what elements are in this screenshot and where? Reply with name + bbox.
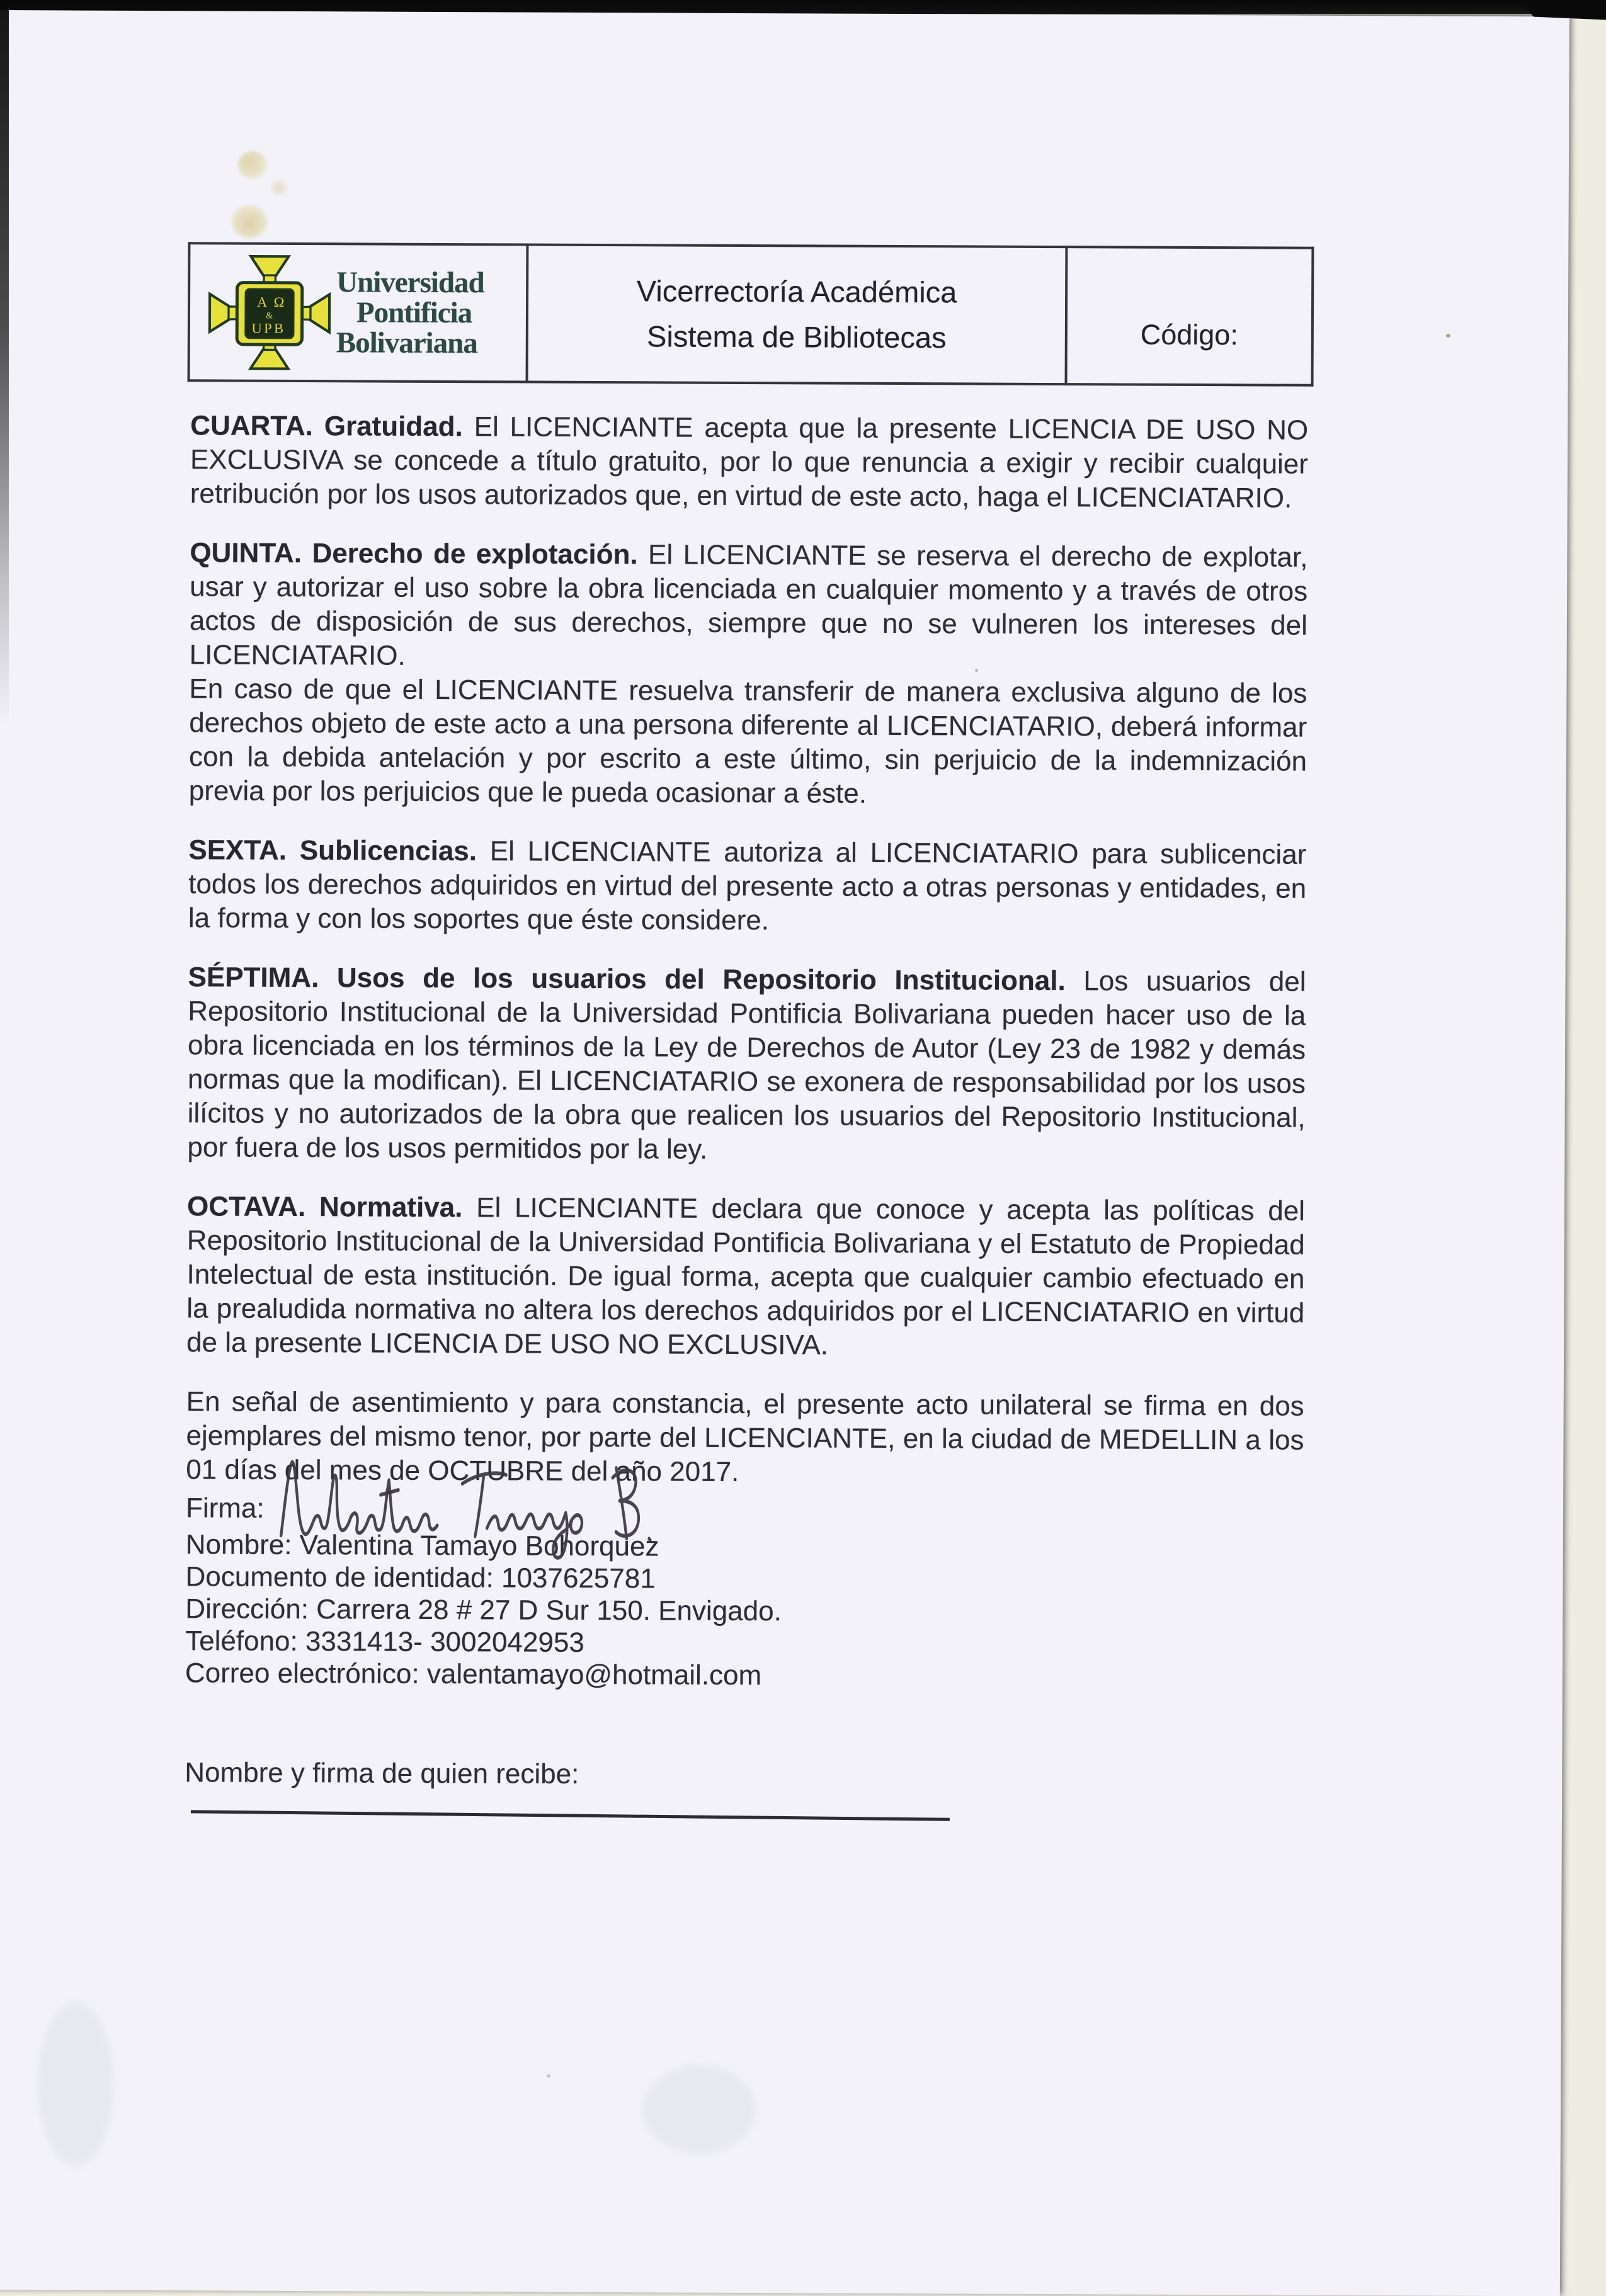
clause-octava-text: El LICENCIANTE declara que conoce y acepta las políticas del Repositorio Institucional de la Universidad Pontificia Bolivariana y el Estatuto de Propiedad Intelectual de esta institución. De igual forma, acepta que cualquier cambio efectuado en la prealudida normativa no altera los derechos adquiridos por el LICENCIATARIO en virtud de la presente LICENCIA DE USO NO EXCLUSIVA.	[186, 1192, 1306, 1361]
correo-value: valentamayo@hotmail.com	[426, 1658, 762, 1691]
direccion-value: Carrera 28 # 27 D Sur 150. Envigado.	[316, 1594, 782, 1627]
correo-label: Correo electrónico:	[185, 1657, 419, 1690]
clause-septima	[187, 960, 1306, 1169]
clause-quinta-cont	[189, 672, 1307, 812]
nombre-label: Nombre:	[185, 1529, 292, 1561]
direccion-line	[185, 1593, 1303, 1629]
receiver-line	[185, 1757, 1302, 1824]
header-table	[188, 242, 1314, 386]
clause-cuarta	[190, 409, 1309, 515]
clause-cuarta-text: El LICENCIANTE acepta que la presente LICENCIA DE USO NO EXCLUSIVA se concede a título gratuito, por lo que renuncia a exigir y recibir cualquier retribución por los usos autorizados que, en virtud de este acto, haga el LICENCIATARIO.	[190, 411, 1309, 514]
telefono-value: 3331413- 3002042953	[305, 1626, 584, 1658]
clause-sexta-text: El LICENCIANTE autoriza al LICENCIATARIO para sublicenciar todos los derechos adquiridos en virtud del presente acto a otras personas y entidades, en la forma y con los soportes que éste considere.	[188, 836, 1307, 936]
clause-septima-lead: SÉPTIMA. Usos de los usuarios del Repositorio Institucional.	[188, 962, 1066, 997]
scanned-paper-sheet	[0, 10, 1569, 2296]
header-cell-logo	[189, 243, 528, 382]
crest-initials: UPB	[251, 320, 286, 336]
clause-quinta	[190, 536, 1308, 676]
documento-value: 1037625781	[501, 1562, 656, 1594]
upb-crest-icon	[207, 247, 333, 377]
university-name-line2: Pontificia	[356, 296, 472, 330]
code-label: Código:	[1140, 318, 1239, 351]
correo-line	[185, 1657, 1303, 1693]
scanner-left-edge-shadow	[0, 0, 9, 724]
clause-quinta-lead: QUINTA. Derecho de explotación.	[190, 537, 638, 571]
telefono-label: Teléfono:	[185, 1625, 298, 1657]
documento-line	[185, 1560, 1303, 1597]
receiver-signature-blank	[191, 1804, 950, 1821]
document-content	[185, 242, 1309, 1824]
clause-sexta	[188, 833, 1307, 940]
telefono-line	[185, 1625, 1303, 1661]
university-name-line3: Bolivariana	[336, 326, 477, 360]
clause-octava	[186, 1190, 1305, 1364]
signature-block	[185, 1492, 1304, 1693]
crest-alpha: A	[257, 293, 268, 310]
closing-paragraph: En señal de asentimiento y para constancia, el presente acto unilateral se firma en dos ejemplares del mismo tenor, por parte del LICENCIANTE, en la ciudad de MEDELLIN a los 01 días del mes de OCTUBRE del año 2017.	[186, 1386, 1304, 1487]
university-name-line1: Universidad	[336, 266, 484, 300]
university-name	[336, 267, 484, 358]
header-cell-division	[527, 245, 1067, 385]
documento-label: Documento de identidad:	[185, 1561, 494, 1594]
clause-quinta-text: El LICENCIANTE se reserva el derecho de explotar, usar y autorizar el uso sobre la obra licenciada en cualquier momento y a través de otros actos de disposición de sus derechos, siempre que no se vulneren los intereses del LICENCIATARIO.	[189, 539, 1308, 671]
direccion-label: Dirección:	[185, 1593, 309, 1625]
clause-cuarta-lead: CUARTA. Gratuidad.	[190, 410, 463, 443]
clause-octava-lead: OCTAVA. Normativa.	[186, 1191, 463, 1224]
crest-omega: Ω	[273, 293, 285, 310]
receiver-label: Nombre y firma de quien recibe:	[185, 1757, 579, 1790]
clause-septima-text: Los usuarios del Repositorio Institucional de la Universidad Pontificia Bolivariana pueden hacer uso de la obra licenciada en los términos de la Ley de Derechos de Autor (Ley 23 de 1982 y demás normas que la modifican). El LICENCIATARIO se exonera de responsabilidad por los usos ilícitos y no autorizados de la obra que realicen los usuarios del Repositorio Institucional, por fuera de los usos permitidos por la ley.	[187, 965, 1306, 1165]
firma-line	[186, 1492, 1304, 1533]
handwritten-signature	[275, 1453, 666, 1564]
division-line2: Sistema de Bibliotecas	[646, 319, 947, 355]
crest-ampersand: &	[266, 310, 273, 321]
firma-label: Firma:	[185, 1492, 265, 1524]
header-cell-code	[1066, 247, 1313, 385]
clause-quinta-text2: En caso de que el LICENCIANTE resuelva transferir de manera exclusiva alguno de los derechos objeto de este acto a una persona diferente al LICENCIATARIO, deberá informar con la debida antelación y por escrito a este último, sin perjuicio de la indemnización previa por los perjuicios que le pueda ocasionar a éste.	[188, 673, 1307, 809]
nombre-value: Valentina Tamayo Bohorquez	[299, 1530, 659, 1562]
division-line1: Vicerrectoría Académica	[636, 274, 957, 309]
clause-sexta-lead: SEXTA. Sublicencias.	[188, 834, 477, 867]
